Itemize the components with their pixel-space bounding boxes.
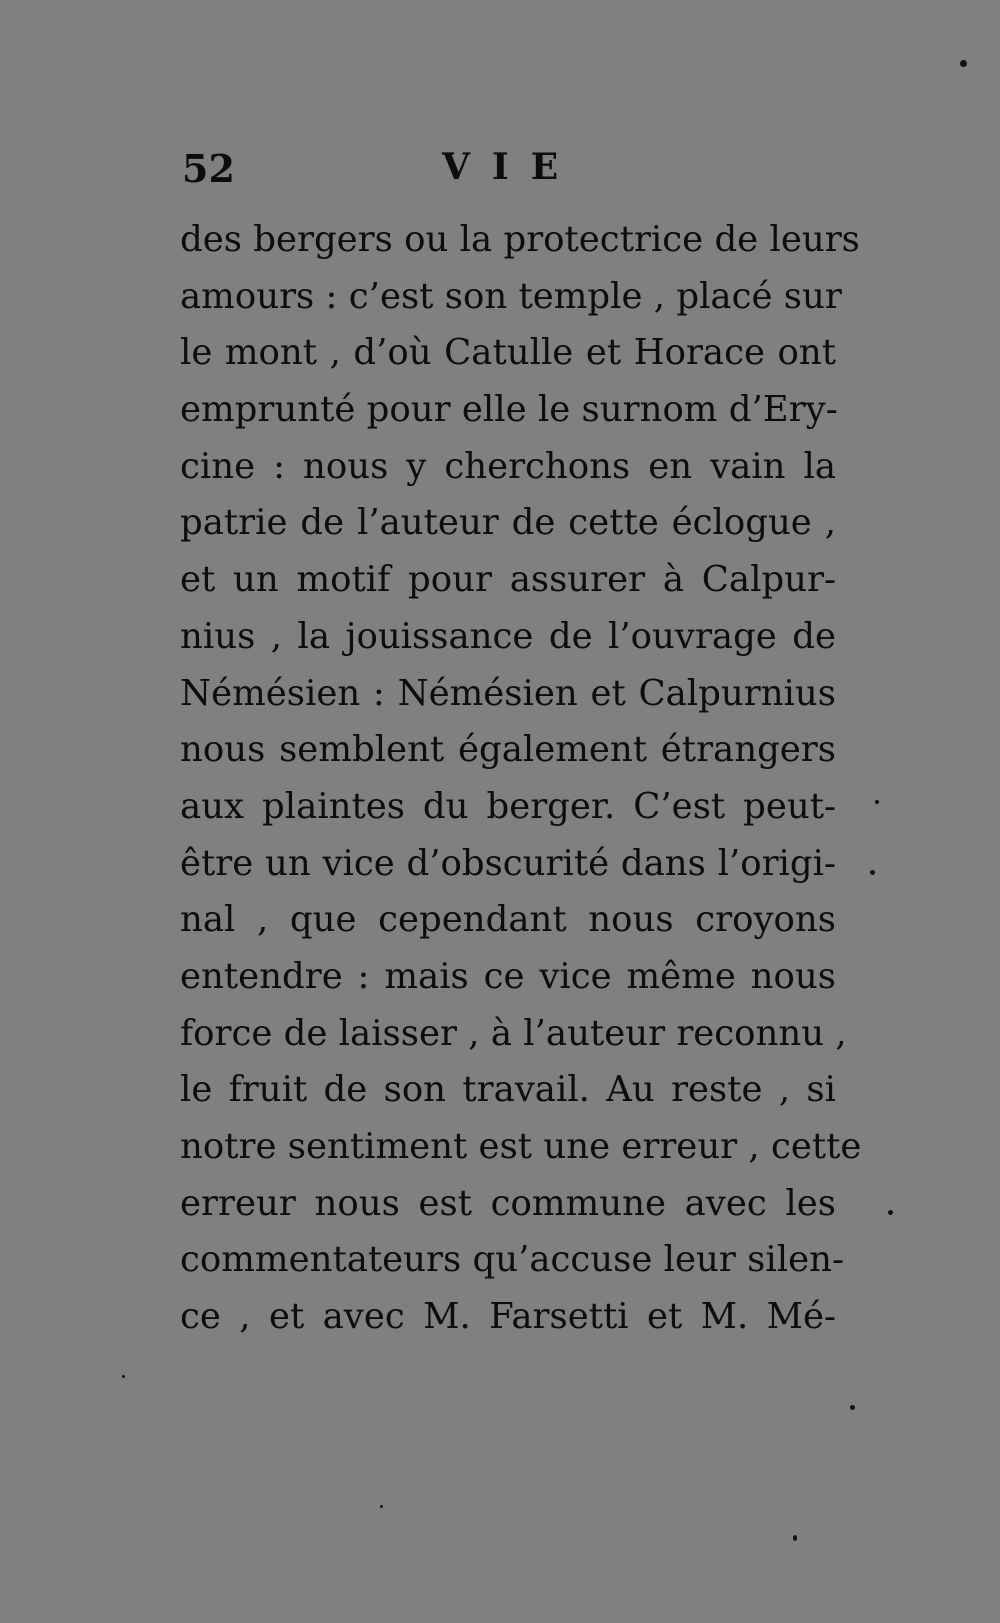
- text-line: des bergers ou la protectrice de leurs: [180, 219, 860, 260]
- text-line: Némésien : Némésien et Calpurnius: [180, 672, 836, 714]
- text-line: le fruit de son travail. Au reste , si: [180, 1069, 836, 1111]
- text-line: emprunté pour elle le surnom d’Ery-: [180, 389, 838, 431]
- body-text: [180, 212, 862, 1346]
- scan-speck: [875, 800, 879, 804]
- text-line: nal , que cependant nous croyons: [180, 899, 836, 941]
- text-line: entendre : mais ce vice même nous: [180, 955, 836, 997]
- scan-speck: [870, 870, 875, 875]
- text-line: erreur nous est commune avec les: [180, 1182, 836, 1224]
- text-line: nius , la jouissance de l’ouvrage de: [180, 615, 836, 657]
- running-head: VIE: [442, 146, 581, 188]
- scan-speck: [850, 1405, 855, 1410]
- text-line: force de laisser , à l’auteur reconnu ,: [180, 1012, 847, 1054]
- page-number: 52: [182, 146, 235, 191]
- text-line: ce , et avec M. Farsetti et M. Mé-: [180, 1296, 836, 1338]
- text-line: et un motif pour assurer à Calpur-: [180, 559, 836, 601]
- text-line: commentateurs qu’accuse leur silen-: [180, 1239, 844, 1281]
- text-line: cine : nous y cherchons en vain la: [180, 445, 836, 487]
- scan-speck: [380, 1505, 383, 1508]
- text-line: patrie de l’auteur de cette éclogue ,: [180, 502, 836, 544]
- scan-speck: [960, 60, 967, 67]
- page-header: [180, 140, 840, 200]
- text-line: notre sentiment est une erreur , cette: [180, 1126, 862, 1167]
- scan-speck: [122, 1375, 125, 1378]
- scan-speck: [793, 1535, 797, 1541]
- text-line: être un vice d’obscurité dans l’origi-: [180, 842, 836, 884]
- text-line: le mont , d’où Catulle et Horace ont: [180, 332, 836, 374]
- text-line: aux plaintes du berger. C’est peut-: [180, 785, 836, 827]
- scan-speck: [888, 1210, 893, 1215]
- text-line: nous semblent également étrangers: [180, 729, 836, 771]
- text-line: amours : c’est son temple , placé sur: [180, 275, 842, 317]
